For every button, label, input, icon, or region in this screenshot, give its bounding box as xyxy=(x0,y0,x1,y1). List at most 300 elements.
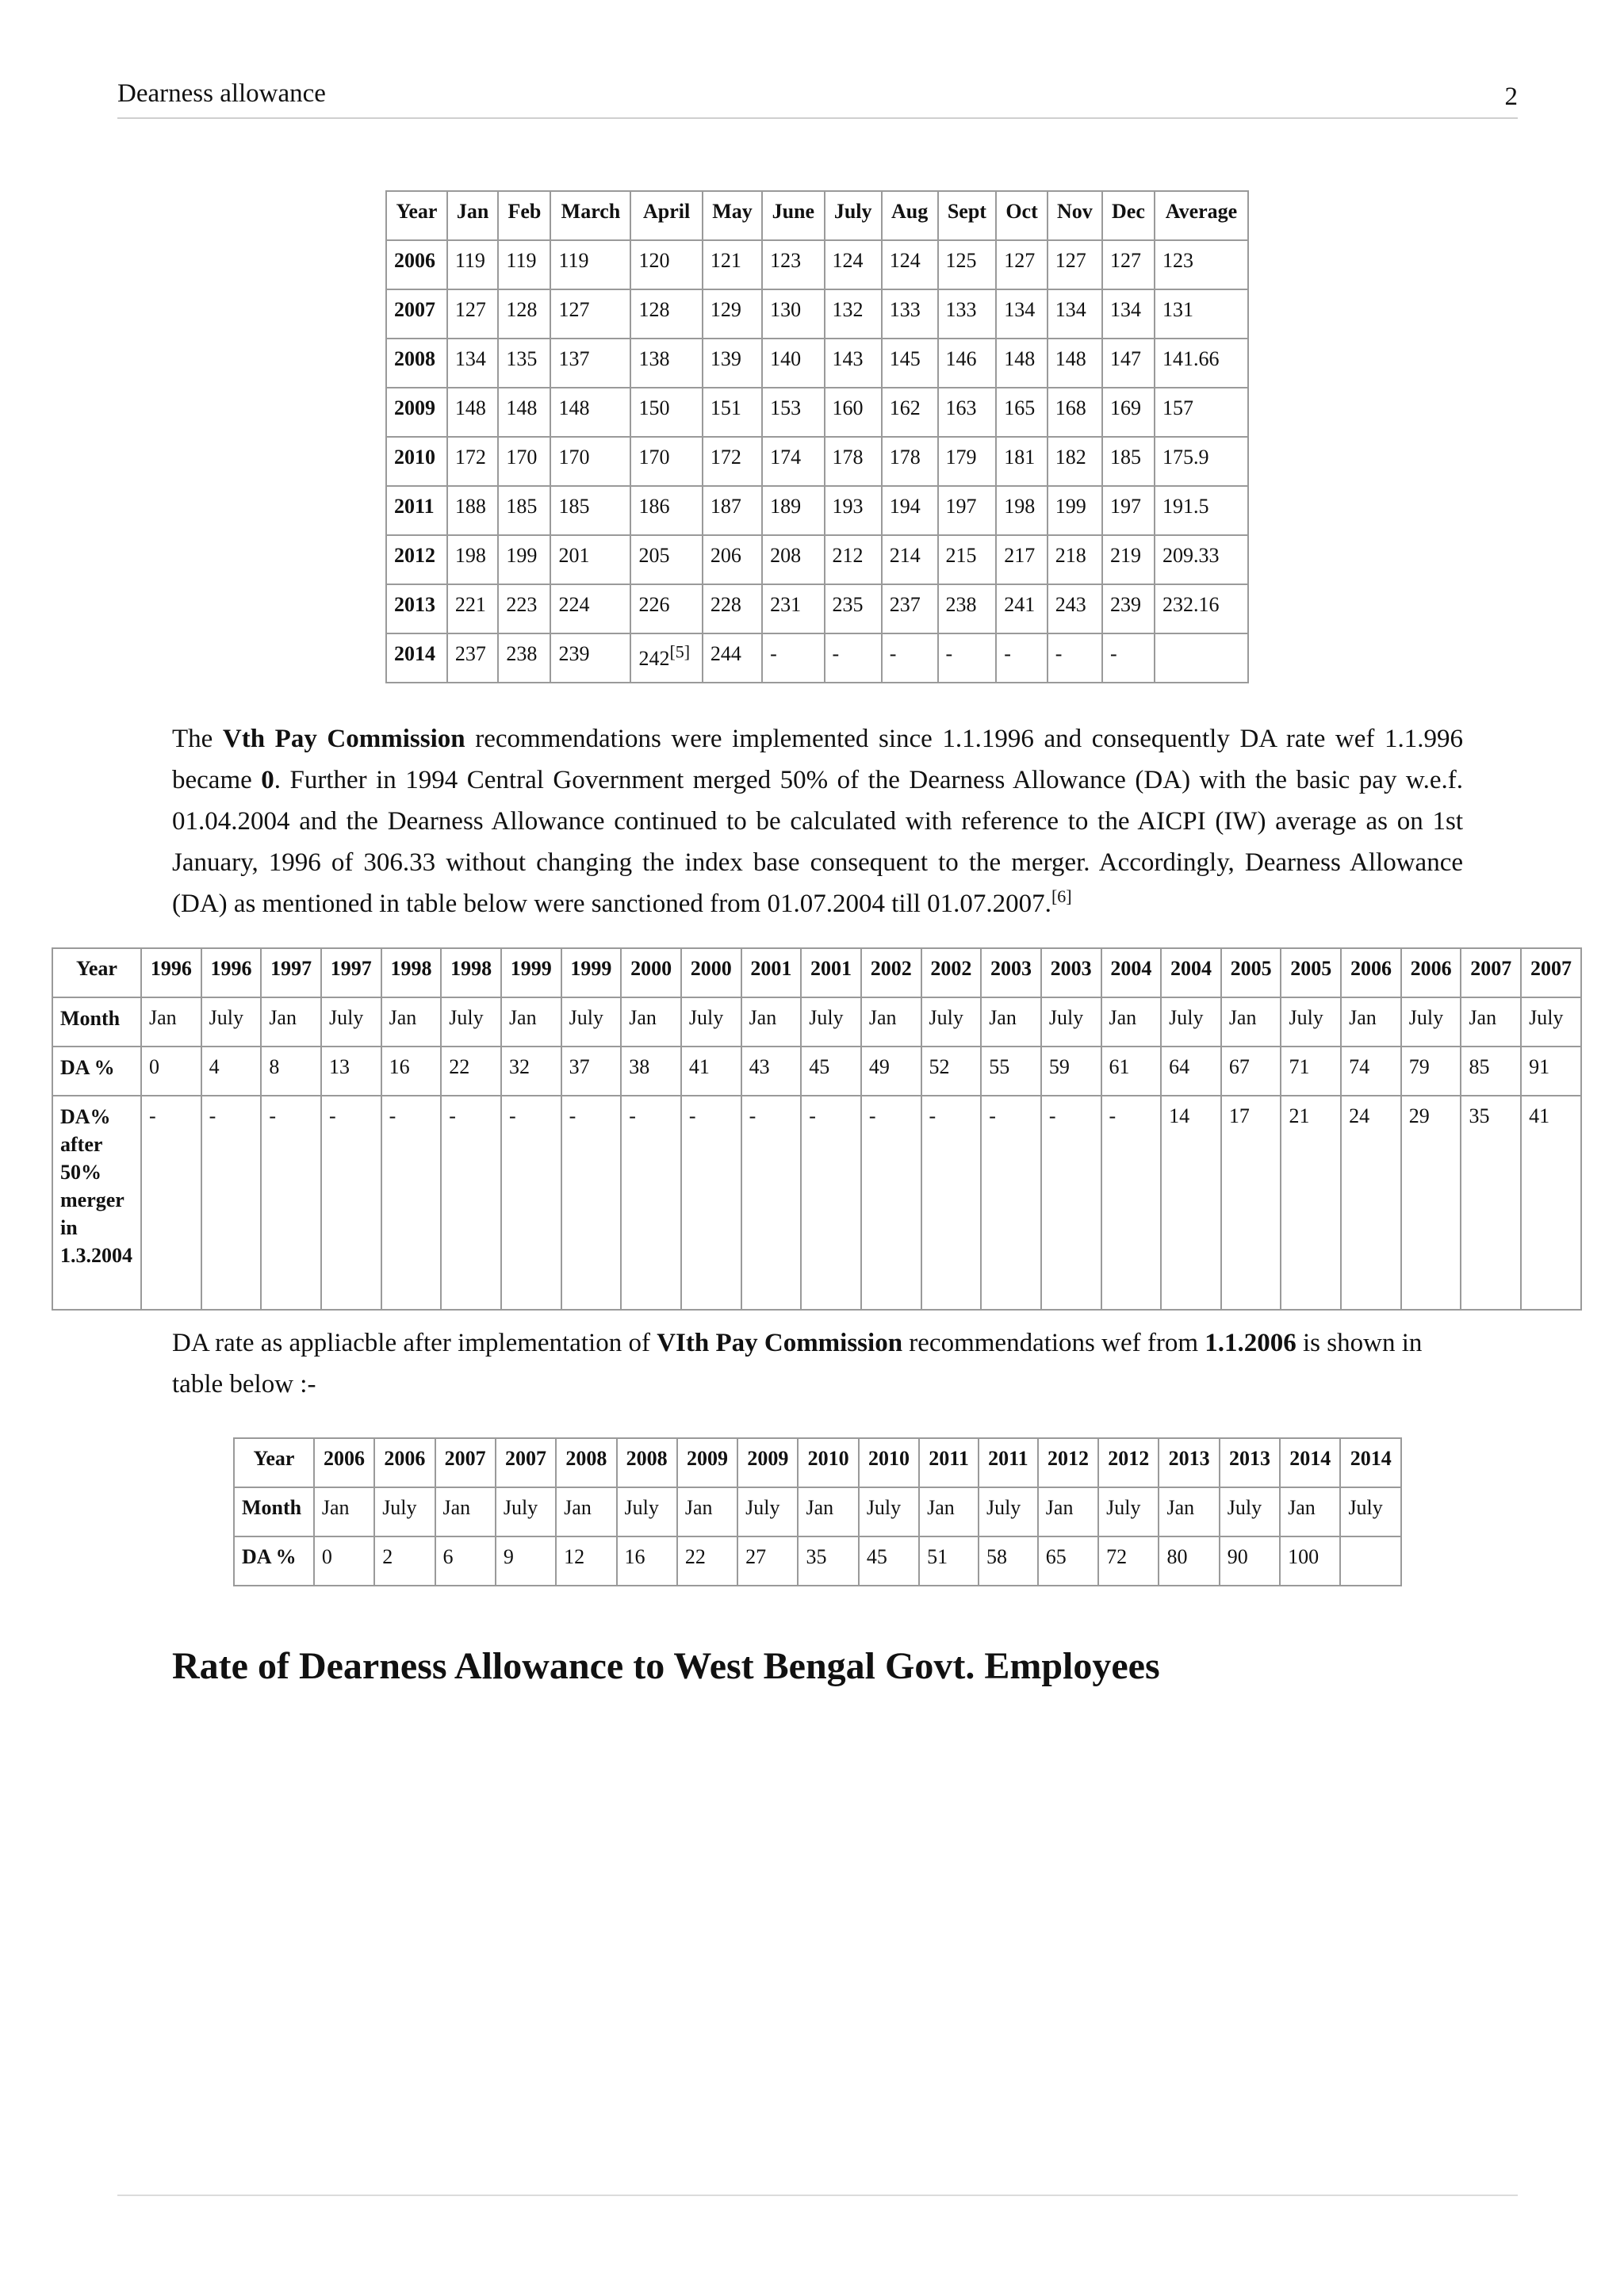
index-cell: 148 xyxy=(498,388,550,437)
value-cell: 22 xyxy=(441,1047,501,1096)
value-cell: - xyxy=(141,1096,201,1310)
value-cell: 2 xyxy=(374,1536,435,1586)
index-cell xyxy=(1155,633,1248,683)
index-cell: 244 xyxy=(703,633,762,683)
value-cell: 35 xyxy=(1461,1096,1521,1310)
value-cell: 43 xyxy=(741,1047,802,1096)
index-cell: 188 xyxy=(447,486,499,535)
index-cell: 148 xyxy=(550,388,630,437)
value-cell: 16 xyxy=(617,1536,677,1586)
value-cell: 6 xyxy=(435,1536,496,1586)
da-zero-bold: 0 xyxy=(261,766,274,794)
index-cell: 185 xyxy=(498,486,550,535)
year-cell: 2014 xyxy=(386,633,447,683)
year-cell: 2004 xyxy=(1161,948,1221,997)
index-cell: 170 xyxy=(630,437,702,486)
cpi-index-table xyxy=(385,190,1249,683)
index-cell: 194 xyxy=(882,486,938,535)
value-cell: 85 xyxy=(1461,1047,1521,1096)
vth-pay-commission-paragraph xyxy=(172,718,1463,924)
index-cell: 143 xyxy=(825,339,882,388)
index-cell: 198 xyxy=(447,535,499,584)
index-cell: 186 xyxy=(630,486,702,535)
row-label: Month xyxy=(52,997,141,1047)
value-cell: 0 xyxy=(314,1536,374,1586)
year-cell: 1999 xyxy=(561,948,622,997)
value-cell: - xyxy=(501,1096,561,1310)
table-row xyxy=(386,339,1248,388)
year-cell: 2014 xyxy=(1280,1438,1340,1487)
index-cell: 221 xyxy=(447,584,499,633)
index-cell: 140 xyxy=(762,339,824,388)
year-cell: 2002 xyxy=(861,948,921,997)
value-cell: 45 xyxy=(801,1047,861,1096)
index-cell: 174 xyxy=(762,437,824,486)
index-cell: 137 xyxy=(550,339,630,388)
vth-commission-da-table xyxy=(52,947,1582,1311)
index-cell: 219 xyxy=(1102,535,1155,584)
index-cell: 215 xyxy=(938,535,997,584)
index-cell: - xyxy=(1048,633,1102,683)
index-cell: 125 xyxy=(938,240,997,289)
value-cell: Jan xyxy=(677,1487,737,1536)
index-cell: 123 xyxy=(1155,240,1248,289)
year-cell: 2011 xyxy=(386,486,447,535)
value-cell: - xyxy=(261,1096,321,1310)
value-cell: 100 xyxy=(1280,1536,1340,1586)
value-cell: 52 xyxy=(921,1047,982,1096)
value-cell: Jan xyxy=(141,997,201,1047)
page-number: 2 xyxy=(1504,82,1518,111)
index-cell: 239 xyxy=(1102,584,1155,633)
value-cell: - xyxy=(741,1096,802,1310)
table-row xyxy=(386,388,1248,437)
value-cell: Jan xyxy=(435,1487,496,1536)
year-cell: 2008 xyxy=(556,1438,616,1487)
value-cell: Jan xyxy=(261,997,321,1047)
index-cell: 231 xyxy=(762,584,824,633)
year-cell: 2001 xyxy=(801,948,861,997)
value-cell: Jan xyxy=(501,997,561,1047)
index-cell: - xyxy=(825,633,882,683)
index-cell: 187 xyxy=(703,486,762,535)
year-row xyxy=(234,1438,1401,1487)
value-cell: Jan xyxy=(1159,1487,1219,1536)
column-header: July xyxy=(825,191,882,240)
index-cell: 209.33 xyxy=(1155,535,1248,584)
index-cell xyxy=(630,633,702,683)
index-cell: 128 xyxy=(498,289,550,339)
value-cell: 9 xyxy=(496,1536,556,1586)
index-cell: 178 xyxy=(882,437,938,486)
index-cell: 170 xyxy=(498,437,550,486)
value-cell: 90 xyxy=(1220,1536,1280,1586)
year-cell: 2010 xyxy=(859,1438,919,1487)
index-cell: 205 xyxy=(630,535,702,584)
index-cell: 238 xyxy=(938,584,997,633)
index-cell: 121 xyxy=(703,240,762,289)
row-label: DA% after 50% merger in 1.3.2004 xyxy=(52,1096,141,1310)
year-cell: 2004 xyxy=(1101,948,1162,997)
value-cell: July xyxy=(979,1487,1038,1536)
value-cell: Jan xyxy=(919,1487,979,1536)
value-cell xyxy=(1340,1536,1401,1586)
year-cell: 2008 xyxy=(617,1438,677,1487)
year-cell: 2009 xyxy=(737,1438,798,1487)
year-cell: 2007 xyxy=(1461,948,1521,997)
column-header: Nov xyxy=(1048,191,1102,240)
year-cell: 1996 xyxy=(141,948,201,997)
index-cell: 134 xyxy=(1048,289,1102,339)
year-cell: 2009 xyxy=(677,1438,737,1487)
index-cell: 223 xyxy=(498,584,550,633)
year-cell: 2009 xyxy=(386,388,447,437)
year-cell: 1999 xyxy=(501,948,561,997)
index-cell: 243 xyxy=(1048,584,1102,633)
table-row xyxy=(386,633,1248,683)
index-cell: 119 xyxy=(447,240,499,289)
value-cell: Jan xyxy=(381,997,442,1047)
vith-commission-da-table xyxy=(233,1437,1402,1586)
index-cell: 208 xyxy=(762,535,824,584)
column-header: May xyxy=(703,191,762,240)
value-cell: 64 xyxy=(1161,1047,1221,1096)
index-cell: 226 xyxy=(630,584,702,633)
value-cell: Jan xyxy=(861,997,921,1047)
value-cell: 67 xyxy=(1221,1047,1281,1096)
da-percent-row xyxy=(52,1047,1581,1096)
year-cell: 2008 xyxy=(386,339,447,388)
value-cell: Jan xyxy=(1461,997,1521,1047)
value-cell: July xyxy=(496,1487,556,1536)
index-cell: 127 xyxy=(996,240,1048,289)
year-cell: 1997 xyxy=(321,948,381,997)
index-cell: 141.66 xyxy=(1155,339,1248,388)
value-cell: 29 xyxy=(1401,1096,1461,1310)
index-cell: 185 xyxy=(1102,437,1155,486)
value-cell: July xyxy=(1340,1487,1401,1536)
year-cell: 2012 xyxy=(386,535,447,584)
para-text: is shown in table below :- xyxy=(172,1329,1423,1399)
value-cell: Jan xyxy=(981,997,1041,1047)
value-cell: 22 xyxy=(677,1536,737,1586)
year-cell: 2006 xyxy=(374,1438,435,1487)
value-cell: Jan xyxy=(1221,997,1281,1047)
value-cell: 61 xyxy=(1101,1047,1162,1096)
year-cell: 2011 xyxy=(919,1438,979,1487)
index-cell: 170 xyxy=(550,437,630,486)
year-cell: 2005 xyxy=(1221,948,1281,997)
effective-date-bold: 1.1.2006 xyxy=(1205,1329,1297,1357)
year-cell: 2010 xyxy=(386,437,447,486)
index-cell: 128 xyxy=(630,289,702,339)
year-row xyxy=(52,948,1581,997)
index-cell: 163 xyxy=(938,388,997,437)
index-cell: 232.16 xyxy=(1155,584,1248,633)
index-cell: 119 xyxy=(550,240,630,289)
index-cell: 160 xyxy=(825,388,882,437)
year-cell: 2007 xyxy=(435,1438,496,1487)
year-cell: 2002 xyxy=(921,948,982,997)
month-row xyxy=(52,997,1581,1047)
value-cell: 41 xyxy=(1521,1096,1581,1310)
value-cell: 4 xyxy=(201,1047,262,1096)
year-cell: 2000 xyxy=(621,948,681,997)
value-cell: 21 xyxy=(1281,1096,1341,1310)
value-cell: July xyxy=(617,1487,677,1536)
value-cell: 91 xyxy=(1521,1047,1581,1096)
index-cell: 124 xyxy=(825,240,882,289)
column-header: Sept xyxy=(938,191,997,240)
index-cell: 217 xyxy=(996,535,1048,584)
value-cell: - xyxy=(441,1096,501,1310)
index-cell: 199 xyxy=(498,535,550,584)
para-text: recommendations wef from xyxy=(902,1329,1205,1357)
index-cell: 178 xyxy=(825,437,882,486)
year-cell: 2006 xyxy=(386,240,447,289)
index-cell: 179 xyxy=(938,437,997,486)
value-cell: 32 xyxy=(501,1047,561,1096)
value-cell: - xyxy=(981,1096,1041,1310)
year-cell: 2013 xyxy=(1159,1438,1219,1487)
value-cell: July xyxy=(374,1487,435,1536)
year-cell: 2003 xyxy=(981,948,1041,997)
value-cell: 79 xyxy=(1401,1047,1461,1096)
value-cell: 74 xyxy=(1341,1047,1401,1096)
year-cell: 2007 xyxy=(386,289,447,339)
index-cell: 206 xyxy=(703,535,762,584)
value-cell: July xyxy=(801,997,861,1047)
row-label: Year xyxy=(234,1438,314,1487)
year-cell: 1997 xyxy=(261,948,321,997)
index-cell: 198 xyxy=(996,486,1048,535)
april-2014-value: 242 xyxy=(638,647,670,670)
value-cell: 80 xyxy=(1159,1536,1219,1586)
row-label: Year xyxy=(52,948,141,997)
column-header: Aug xyxy=(882,191,938,240)
value-cell: - xyxy=(201,1096,262,1310)
index-cell: 193 xyxy=(825,486,882,535)
after-merger-row xyxy=(52,1096,1581,1310)
index-cell: 224 xyxy=(550,584,630,633)
value-cell: Jan xyxy=(1038,1487,1098,1536)
value-cell: 24 xyxy=(1341,1096,1401,1310)
index-cell: 145 xyxy=(882,339,938,388)
year-cell: 1998 xyxy=(381,948,442,997)
year-cell: 2012 xyxy=(1098,1438,1159,1487)
year-cell: 2000 xyxy=(681,948,741,997)
value-cell: 65 xyxy=(1038,1536,1098,1586)
value-cell: 55 xyxy=(981,1047,1041,1096)
da-percent-row xyxy=(234,1536,1401,1586)
value-cell: Jan xyxy=(621,997,681,1047)
vth-pay-commission-bold: Vth Pay Commission xyxy=(222,725,465,753)
value-cell: July xyxy=(737,1487,798,1536)
value-cell: Jan xyxy=(556,1487,616,1536)
value-cell: - xyxy=(1041,1096,1101,1310)
table-row xyxy=(386,289,1248,339)
year-cell: 2010 xyxy=(798,1438,858,1487)
index-cell: 138 xyxy=(630,339,702,388)
index-cell: 191.5 xyxy=(1155,486,1248,535)
value-cell: July xyxy=(321,997,381,1047)
index-cell: - xyxy=(938,633,997,683)
section-heading: Rate of Dearness Allowance to West Bengal Govt. Employees xyxy=(172,1645,1160,1687)
year-cell: 1998 xyxy=(441,948,501,997)
index-cell: 169 xyxy=(1102,388,1155,437)
index-cell: 130 xyxy=(762,289,824,339)
table-row xyxy=(386,240,1248,289)
index-cell: 134 xyxy=(447,339,499,388)
index-cell: 147 xyxy=(1102,339,1155,388)
value-cell: 8 xyxy=(261,1047,321,1096)
value-cell: Jan xyxy=(741,997,802,1047)
year-cell: 2007 xyxy=(496,1438,556,1487)
index-cell: 185 xyxy=(550,486,630,535)
value-cell: 71 xyxy=(1281,1047,1341,1096)
value-cell: 13 xyxy=(321,1047,381,1096)
row-label: Month xyxy=(234,1487,314,1536)
value-cell: 59 xyxy=(1041,1047,1101,1096)
index-cell: 237 xyxy=(882,584,938,633)
vith-pay-commission-paragraph xyxy=(172,1322,1463,1405)
table-row xyxy=(386,535,1248,584)
table-row xyxy=(386,486,1248,535)
year-cell: 2014 xyxy=(1340,1438,1401,1487)
cpi-table-header-row xyxy=(386,191,1248,240)
value-cell: - xyxy=(681,1096,741,1310)
value-cell: 45 xyxy=(859,1536,919,1586)
year-cell: 2001 xyxy=(741,948,802,997)
value-cell: Jan xyxy=(1341,997,1401,1047)
value-cell: July xyxy=(1041,997,1101,1047)
value-cell: 49 xyxy=(861,1047,921,1096)
index-cell: - xyxy=(882,633,938,683)
index-cell: 168 xyxy=(1048,388,1102,437)
value-cell: July xyxy=(1281,997,1341,1047)
reference-5[interactable]: [5] xyxy=(669,641,691,662)
value-cell: 51 xyxy=(919,1536,979,1586)
para-text: . Further in 1994 Central Government merged 50% of the Dearness Allowance (DA) with the basic pay w.e.f. 01.04.2004 and the Dearness Allowance continued to be calculated with reference to the AICPI (IW) average as on 1st January, 1996 of 306.33 without changing the index base consequent to the merger. Accordingly, Dearness Allowance (DA) as mentioned in table below were sanctioned from 01.07.2004 till 01.07.2007. xyxy=(172,766,1463,918)
index-cell: 132 xyxy=(825,289,882,339)
reference-6[interactable]: [6] xyxy=(1051,886,1072,906)
index-cell: 133 xyxy=(882,289,938,339)
column-header: April xyxy=(630,191,702,240)
index-cell: 182 xyxy=(1048,437,1102,486)
row-label: DA % xyxy=(52,1047,141,1096)
value-cell: July xyxy=(441,997,501,1047)
index-cell: 124 xyxy=(882,240,938,289)
value-cell: 72 xyxy=(1098,1536,1159,1586)
index-cell: 127 xyxy=(1102,240,1155,289)
index-cell: 172 xyxy=(447,437,499,486)
value-cell: July xyxy=(1098,1487,1159,1536)
value-cell: July xyxy=(921,997,982,1047)
index-cell: 129 xyxy=(703,289,762,339)
index-cell: 201 xyxy=(550,535,630,584)
value-cell: July xyxy=(681,997,741,1047)
index-cell: 123 xyxy=(762,240,824,289)
column-header: June xyxy=(762,191,824,240)
column-header: Feb xyxy=(498,191,550,240)
column-header: Average xyxy=(1155,191,1248,240)
value-cell: 0 xyxy=(141,1047,201,1096)
value-cell: 35 xyxy=(798,1536,858,1586)
value-cell: 58 xyxy=(979,1536,1038,1586)
value-cell: 14 xyxy=(1161,1096,1221,1310)
value-cell: - xyxy=(621,1096,681,1310)
index-cell: 199 xyxy=(1048,486,1102,535)
value-cell: July xyxy=(561,997,622,1047)
value-cell: 37 xyxy=(561,1047,622,1096)
vith-pay-commission-bold: VIth Pay Commission xyxy=(657,1329,903,1357)
index-cell: 148 xyxy=(447,388,499,437)
index-cell: 119 xyxy=(498,240,550,289)
year-cell: 2012 xyxy=(1038,1438,1098,1487)
index-cell: 148 xyxy=(996,339,1048,388)
index-cell: 238 xyxy=(498,633,550,683)
column-header: March xyxy=(550,191,630,240)
index-cell: 228 xyxy=(703,584,762,633)
value-cell: 12 xyxy=(556,1536,616,1586)
column-header: Oct xyxy=(996,191,1048,240)
table-row xyxy=(386,437,1248,486)
value-cell: July xyxy=(1401,997,1461,1047)
value-cell: Jan xyxy=(314,1487,374,1536)
value-cell: - xyxy=(861,1096,921,1310)
year-cell: 2013 xyxy=(386,584,447,633)
value-cell: - xyxy=(801,1096,861,1310)
index-cell: 146 xyxy=(938,339,997,388)
index-cell: 239 xyxy=(550,633,630,683)
year-cell: 2005 xyxy=(1281,948,1341,997)
index-cell: 237 xyxy=(447,633,499,683)
index-cell: 197 xyxy=(1102,486,1155,535)
index-cell: 127 xyxy=(1048,240,1102,289)
year-cell: 2006 xyxy=(1341,948,1401,997)
index-cell: 172 xyxy=(703,437,762,486)
index-cell: 153 xyxy=(762,388,824,437)
index-cell: - xyxy=(996,633,1048,683)
value-cell: 27 xyxy=(737,1536,798,1586)
year-cell: 1996 xyxy=(201,948,262,997)
index-cell: 212 xyxy=(825,535,882,584)
value-cell: - xyxy=(381,1096,442,1310)
value-cell: Jan xyxy=(1280,1487,1340,1536)
index-cell: 148 xyxy=(1048,339,1102,388)
table-row xyxy=(386,584,1248,633)
value-cell: July xyxy=(1220,1487,1280,1536)
year-cell: 2006 xyxy=(1401,948,1461,997)
index-cell: 133 xyxy=(938,289,997,339)
value-cell: July xyxy=(859,1487,919,1536)
year-cell: 2013 xyxy=(1220,1438,1280,1487)
column-header: Jan xyxy=(447,191,499,240)
index-cell: 197 xyxy=(938,486,997,535)
para-text: recommendations were implemented since 1.1.1996 and consequently DA rate wef 1.1.996 became xyxy=(172,725,1463,794)
index-cell: 120 xyxy=(630,240,702,289)
value-cell: Jan xyxy=(1101,997,1162,1047)
index-cell: 150 xyxy=(630,388,702,437)
index-cell: 134 xyxy=(1102,289,1155,339)
index-cell: - xyxy=(762,633,824,683)
index-cell: - xyxy=(1102,633,1155,683)
year-cell: 2011 xyxy=(979,1438,1038,1487)
index-cell: 151 xyxy=(703,388,762,437)
row-label: DA % xyxy=(234,1536,314,1586)
index-cell: 162 xyxy=(882,388,938,437)
value-cell: 16 xyxy=(381,1047,442,1096)
